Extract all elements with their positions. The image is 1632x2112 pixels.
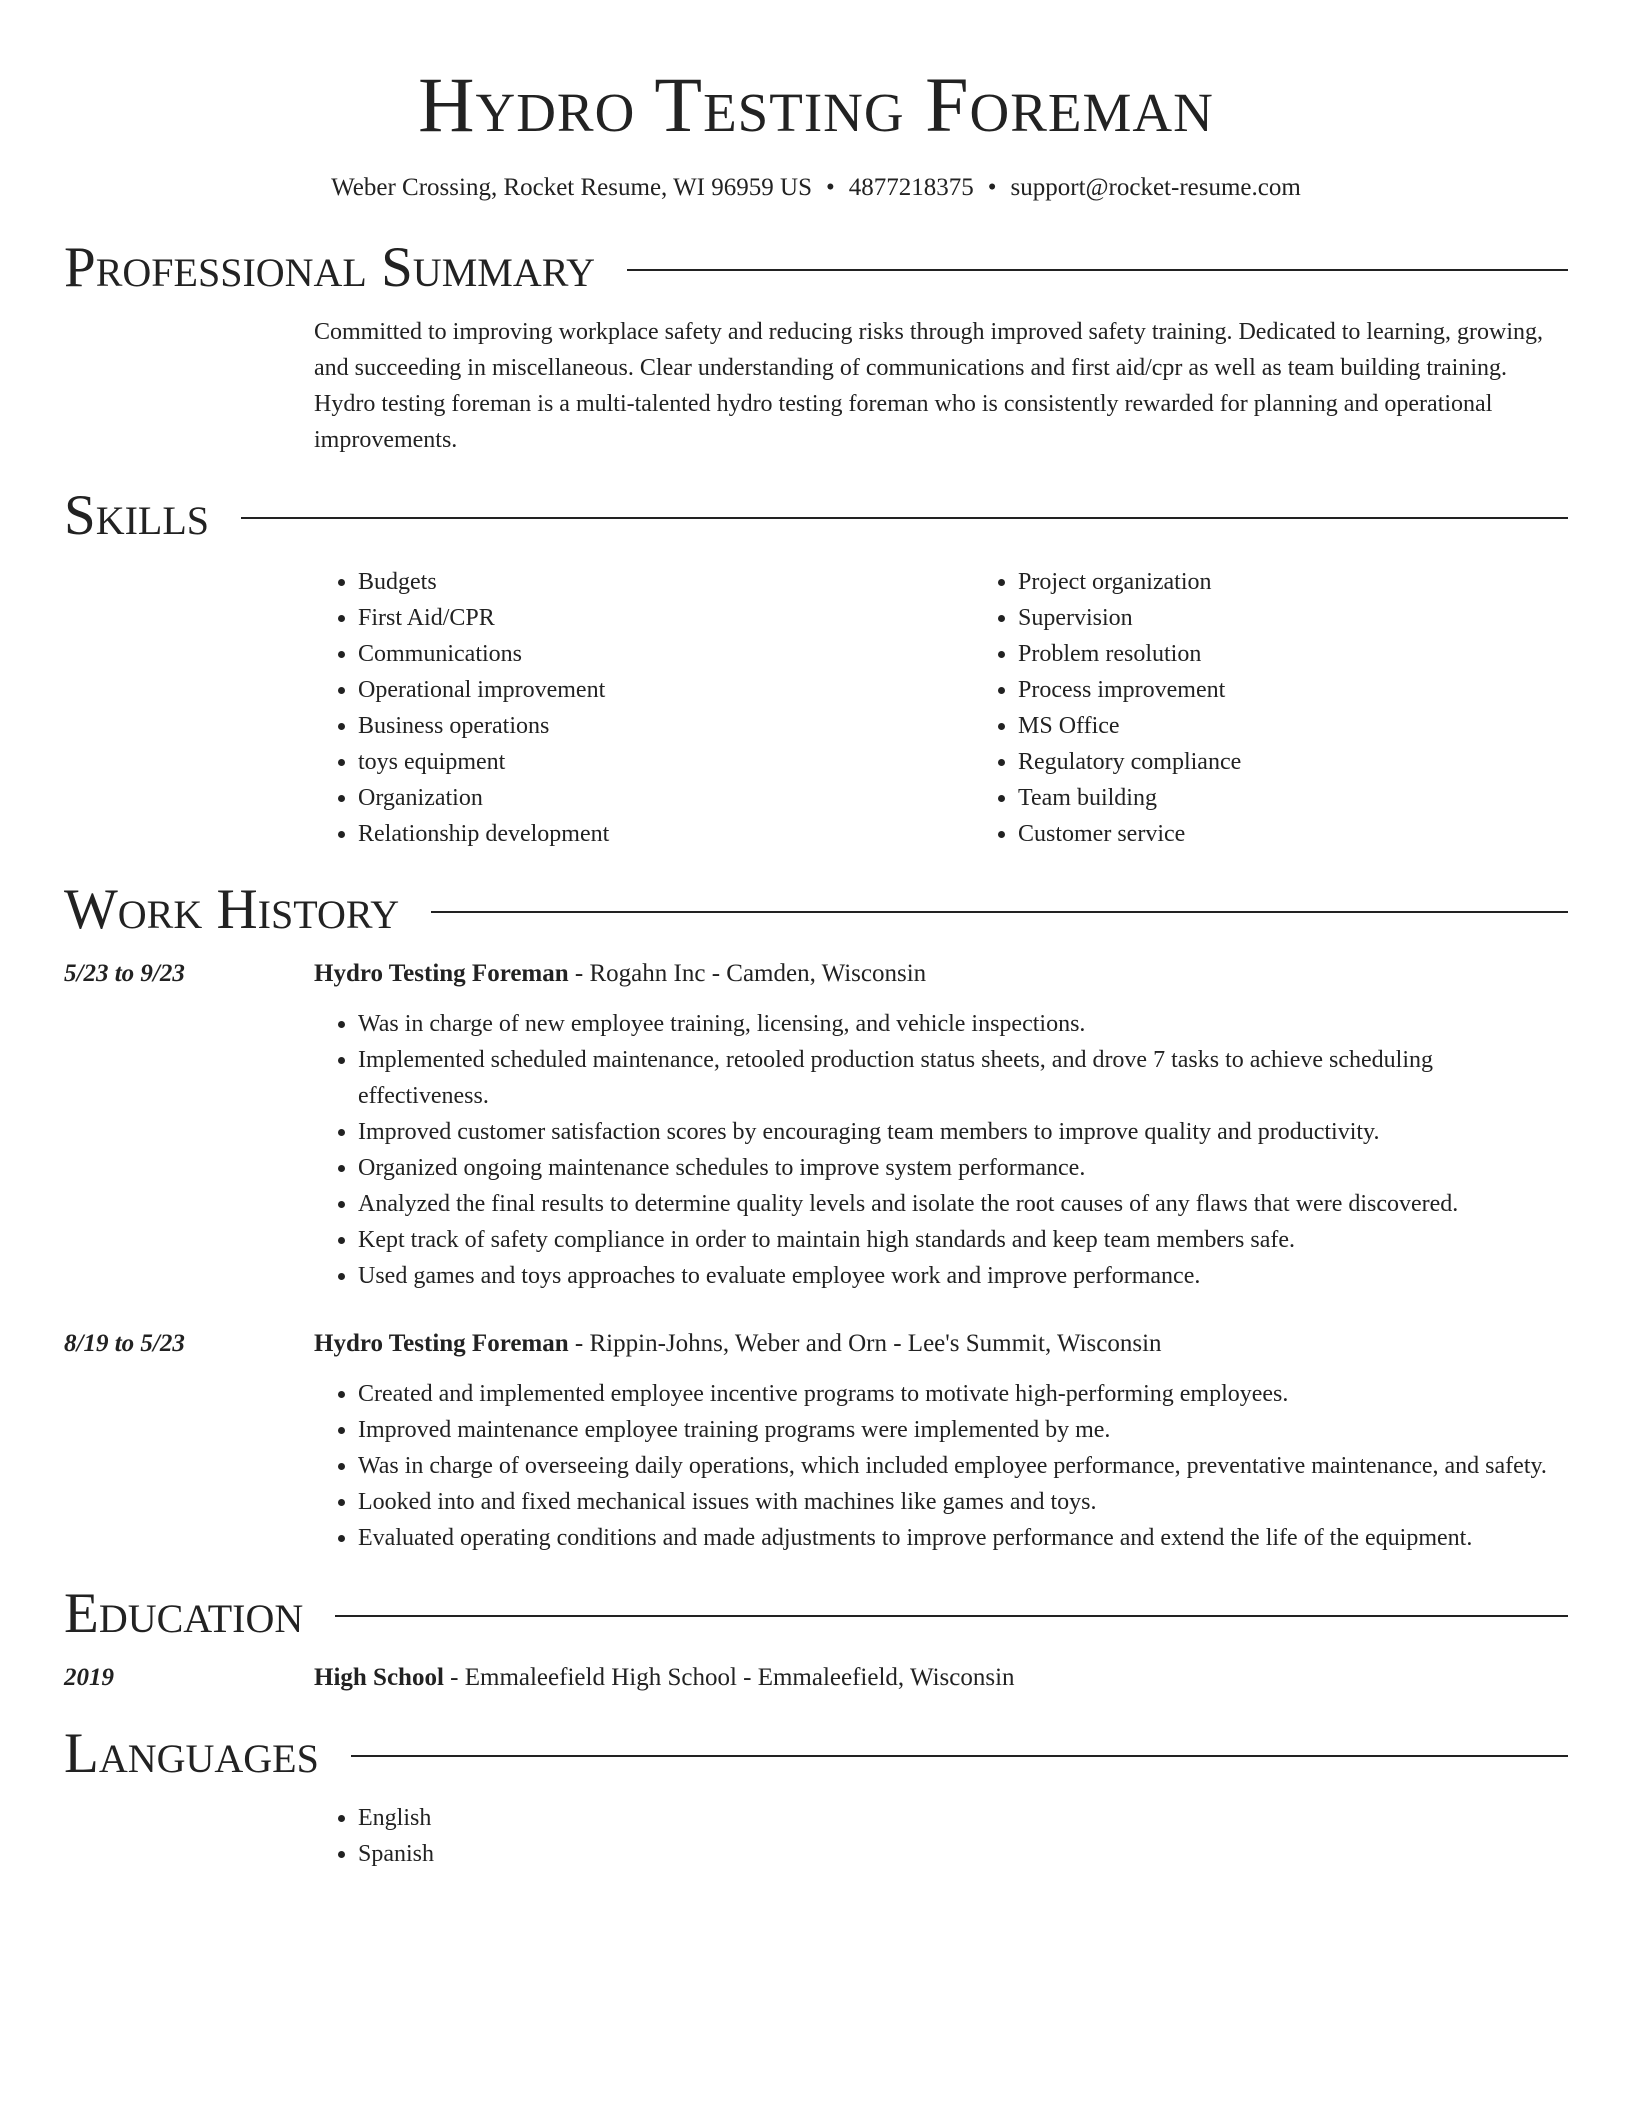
job-title-line [314,956,1568,992]
skill-item: • Business operations [358,708,974,744]
section-header [64,1722,1568,1786]
languages-list [314,1800,1568,1872]
job-role: Hydro Testing Foreman [314,960,569,987]
job-content [314,1326,1568,1556]
education-section [64,1582,1568,1696]
contact-separator: • [987,174,997,201]
languages-section [64,1722,1568,1872]
section-divider [335,1615,1568,1617]
summary-row [64,314,1568,458]
job-bullet: • Was in charge of overseeing daily operations, which included employee performance, preventative maintenance, and safety. [358,1448,1568,1484]
job-bullets [314,1376,1568,1556]
education-entry [64,1660,1568,1696]
skill-item: • Supervision [1018,600,1632,636]
resume-header [64,0,1568,204]
section-divider [351,1755,1568,1757]
job-bullet: • Improved maintenance employee training programs were implemented by me. [358,1412,1568,1448]
skills-list-left [314,564,974,852]
section-header [64,484,1568,548]
job-role: Hydro Testing Foreman [314,1330,569,1357]
skill-item: • Operational improvement [358,672,974,708]
summary-content [314,314,1568,458]
left-column-spacer [64,1800,314,1872]
skills-section [64,484,1568,852]
contact-line [64,172,1568,204]
job-bullet: • Created and implemented employee incentive programs to motivate high-performing employees. [358,1376,1568,1412]
work-history-section [64,878,1568,1556]
languages-row [64,1800,1568,1872]
job-dates: 8/19 to 5/23 [64,1330,185,1357]
skills-list-right [974,564,1632,852]
skill-item: • Organization [358,780,974,816]
skills-columns [314,564,1632,852]
skill-item: • Budgets [358,564,974,600]
job-employer: - Rippin-Johns, Weber and Orn - Lee's Summit, Wisconsin [568,1330,1162,1357]
skill-item: • Regulatory compliance [1018,744,1632,780]
job-title-line [314,1326,1568,1362]
education-year: 2019 [64,1664,114,1691]
left-column-spacer [64,314,314,458]
language-item: • English [358,1800,1568,1836]
skill-item: • Problem resolution [1018,636,1632,672]
education-line [314,1660,1568,1696]
job-bullet: • Looked into and fixed mechanical issues with machines like games and toys. [358,1484,1568,1520]
contact-phone: 4877218375 [848,174,974,201]
skill-item: • Project organization [1018,564,1632,600]
job-content [314,956,1568,1294]
job-bullet: • Evaluated operating conditions and made adjustments to improve performance and extend the life of the equipment. [358,1520,1568,1556]
contact-address: Weber Crossing, Rocket Resume, WI 96959 US [331,174,812,201]
section-header [64,878,1568,942]
section-title: Work History [64,878,400,941]
job-bullets [314,1006,1568,1294]
skill-item: • toys equipment [358,744,974,780]
skills-row [64,564,1568,852]
section-divider [627,269,1568,271]
skill-item: • Process improvement [1018,672,1632,708]
job-entry [64,956,1568,1294]
skill-item: • Communications [358,636,974,672]
section-title: Languages [64,1722,319,1785]
section-title: Skills [64,484,210,547]
languages-content [314,1800,1568,1872]
summary-section [64,236,1568,458]
section-header [64,1582,1568,1646]
skill-item: • Customer service [1018,816,1632,852]
left-column-spacer [64,564,314,852]
job-employer: - Rogahn Inc - Camden, Wisconsin [568,960,927,987]
skill-item: • Relationship development [358,816,974,852]
job-bullet: • Used games and toys approaches to evaluate employee work and improve performance. [358,1258,1568,1294]
job-entry [64,1326,1568,1556]
job-dates: 5/23 to 9/23 [64,960,185,987]
section-header [64,236,1568,300]
section-divider [241,517,1568,519]
job-bullet: • Implemented scheduled maintenance, retooled production status sheets, and drove 7 tasks to achieve scheduling effectiveness. [358,1042,1568,1114]
education-school: - Emmaleefield High School - Emmaleefield, Wisconsin [443,1664,1015,1691]
contact-email: support@rocket-resume.com [1010,174,1301,201]
section-divider [431,911,1568,913]
job-bullet: • Organized ongoing maintenance schedules to improve system performance. [358,1150,1568,1186]
summary-text: Committed to improving workplace safety and reducing risks through improved safety training. Dedicated to learning, growing, and succeeding in miscellaneous. Clear understanding of communications and first aid/cpr as well as team building training. Hydro testing foreman is a multi-talented hydro testing foreman who is consistently rewarded for planning and operational improvements. [314,319,1544,453]
skill-item: • MS Office [1018,708,1632,744]
job-bullet: • Was in charge of new employee training, licensing, and vehicle inspections. [358,1006,1568,1042]
education-content [314,1660,1568,1696]
candidate-name: Hydro Testing Foreman [418,61,1214,148]
job-bullet: • Kept track of safety compliance in order to maintain high standards and keep team members safe. [358,1222,1568,1258]
skill-item: • First Aid/CPR [358,600,974,636]
job-bullet: • Improved customer satisfaction scores by encouraging team members to improve quality and productivity. [358,1114,1568,1150]
contact-separator: • [825,174,835,201]
skill-item: • Team building [1018,780,1632,816]
education-degree: High School [314,1664,444,1691]
language-item: • Spanish [358,1836,1568,1872]
section-title: Professional Summary [64,236,596,299]
section-title: Education [64,1582,304,1645]
job-bullet: • Analyzed the final results to determine quality levels and isolate the root causes of any flaws that were discovered. [358,1186,1568,1222]
